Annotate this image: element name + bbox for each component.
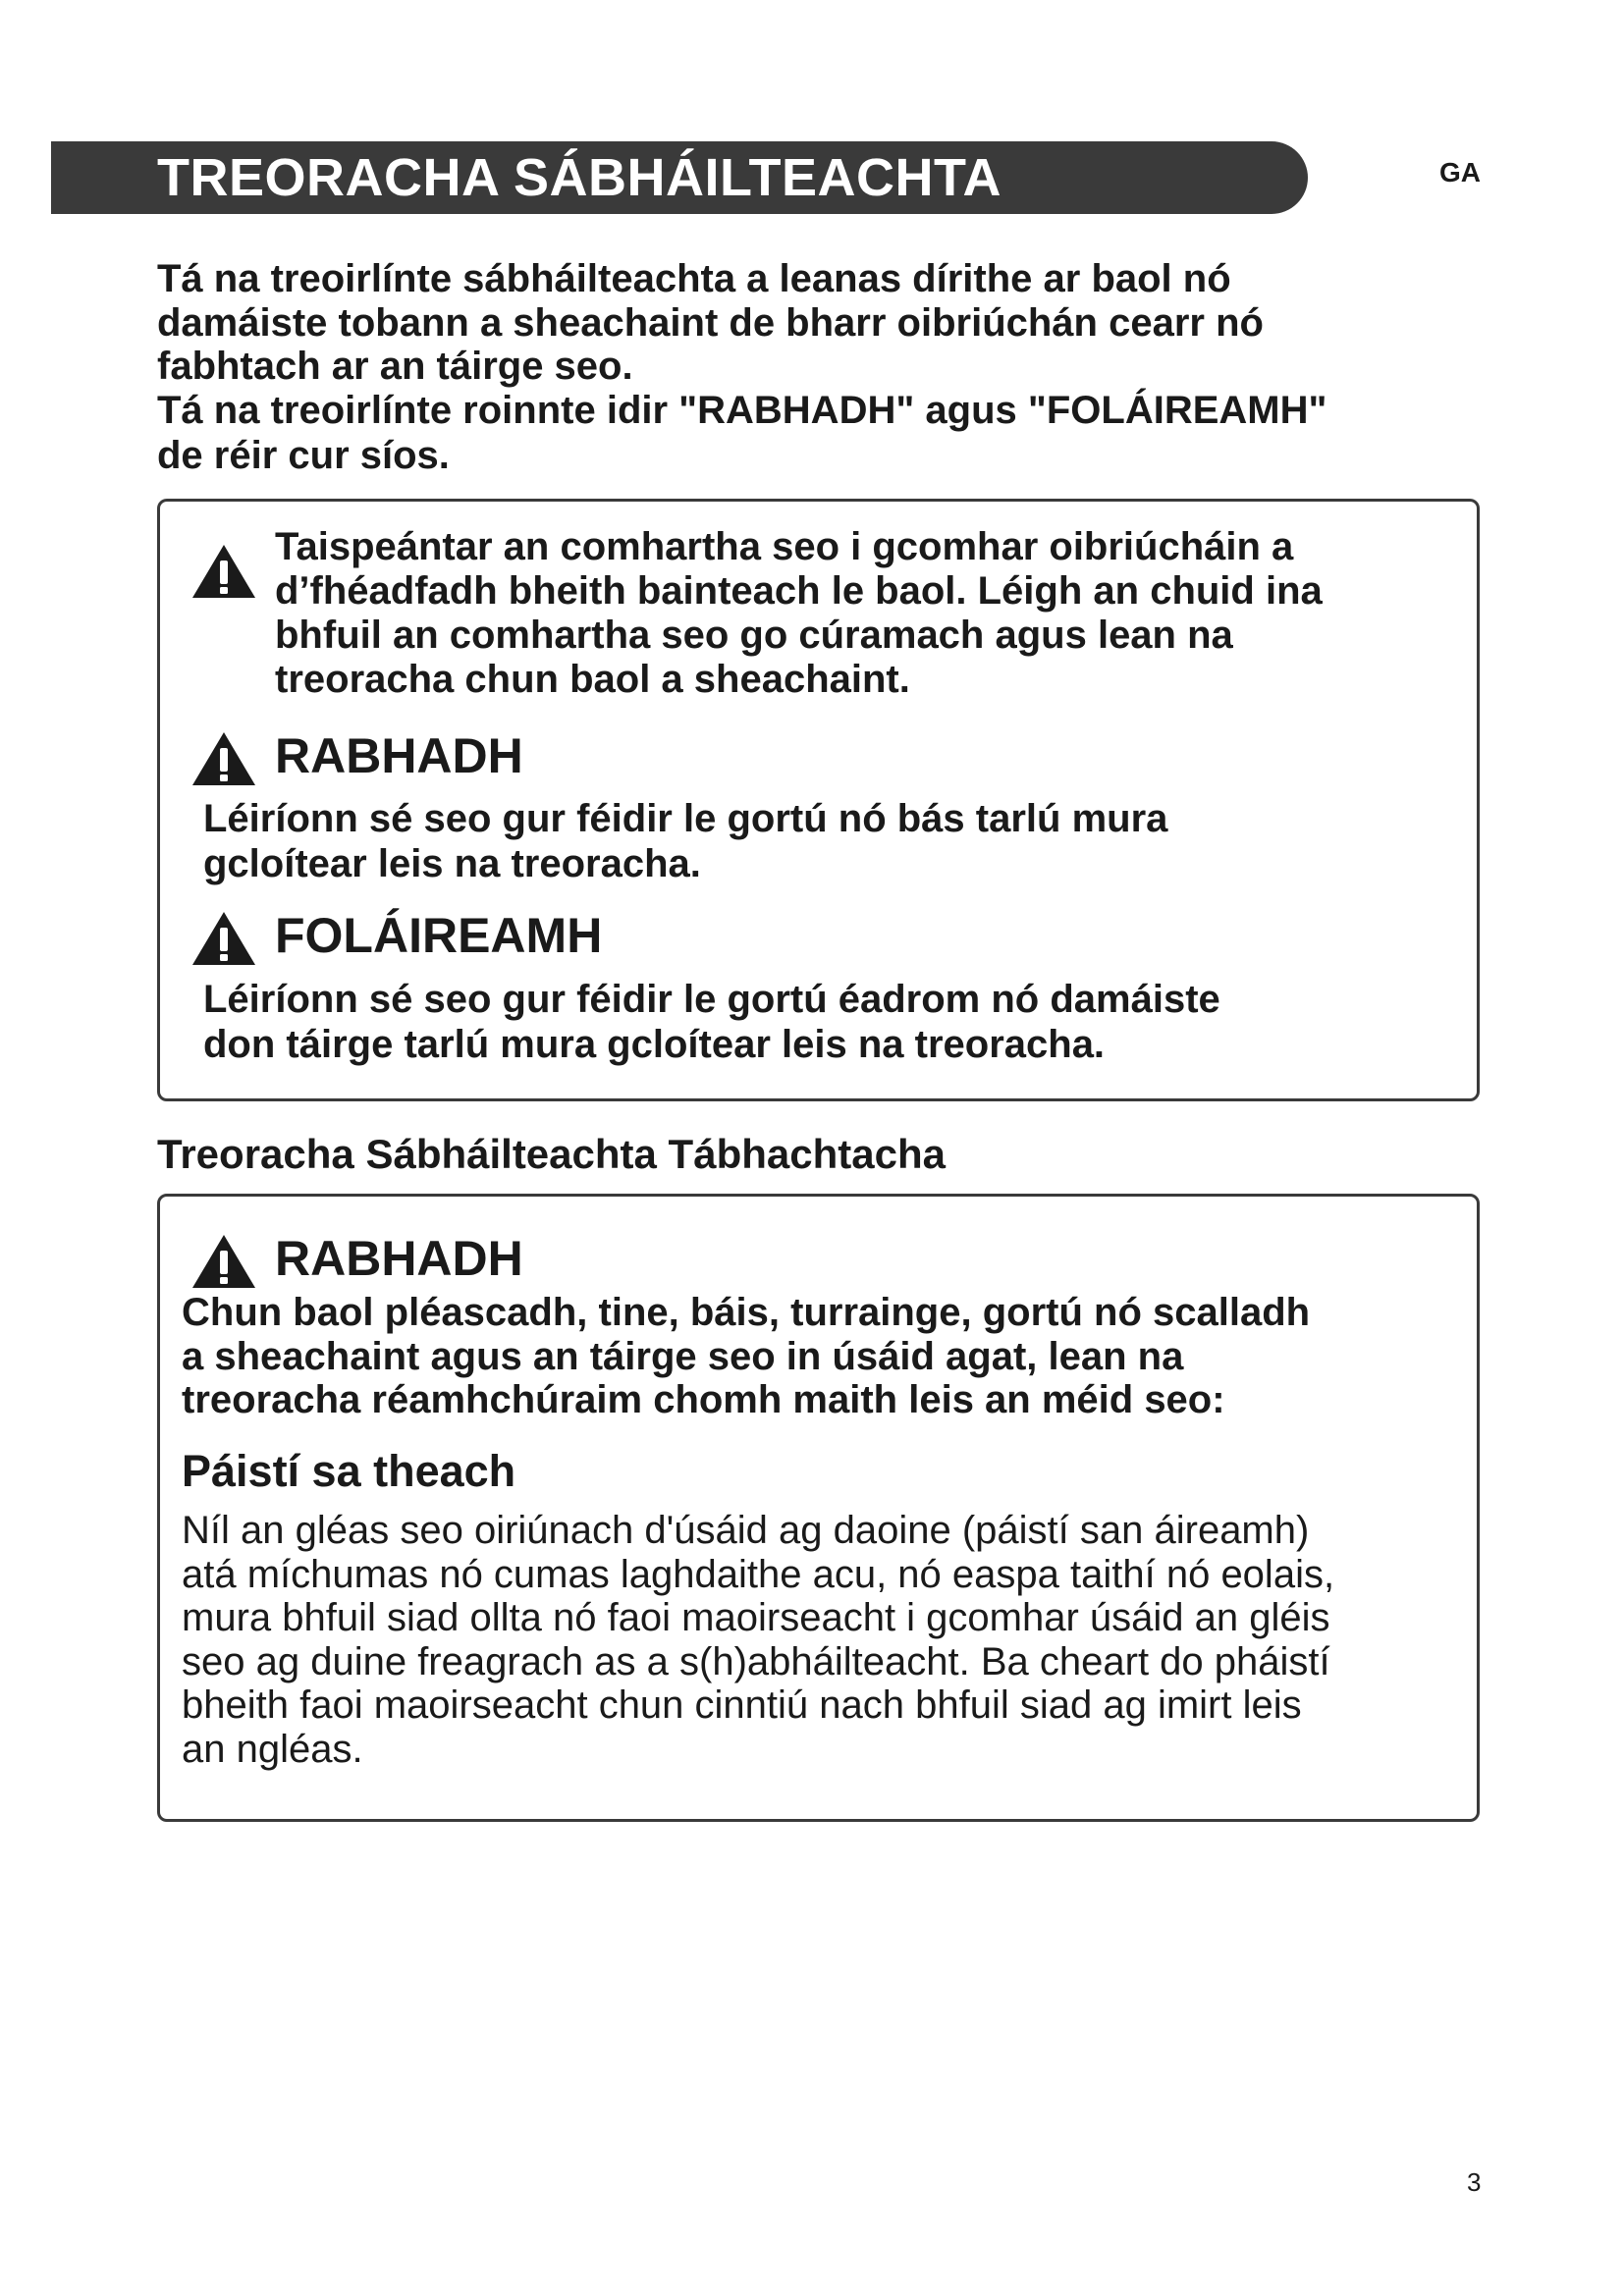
symbol-description	[275, 525, 1463, 702]
warning-description	[203, 796, 1167, 886]
children-subheading: Páistí sa theach	[182, 1446, 516, 1496]
children-body	[182, 1509, 1334, 1771]
children-body-line: bheith faoi maoirseacht chun cinntiú nach bhfuil siad ag imirt leis	[182, 1683, 1302, 1727]
warning-description-line: gcloítear leis na treoracha.	[203, 842, 701, 885]
intro-line: damáiste tobann a sheachaint de bharr oibriúchán cearr nó	[157, 300, 1264, 345]
warning-triangle-icon	[190, 730, 257, 787]
children-body-line: mura bhfuil siad ollta nó faoi maoirseacht i gcomhar úsáid an gléis	[182, 1596, 1330, 1639]
intro-text	[157, 257, 1483, 478]
caution-description-line: Léiríonn sé seo gur féidir le gortú éadrom nó damáiste	[203, 978, 1220, 1021]
warning-heading: RABHADH	[275, 1231, 523, 1286]
symbol-description-line: bhfuil an comhartha seo go cúramach agus lean na	[275, 614, 1233, 657]
children-body-line: Níl an gléas seo oiriúnach d'úsáid ag daoine (páistí san áireamh)	[182, 1509, 1310, 1552]
warning-intro-line: Chun baol pléascadh, tine, báis, turrainge, gortú nó scalladh	[182, 1291, 1311, 1334]
warning-triangle-icon	[190, 543, 257, 600]
children-body-line: seo ag duine freagrach as a s(h)abháilteacht. Ba cheart do pháistí	[182, 1639, 1330, 1683]
symbol-description-line: d’fhéadfadh bheith bainteach le baol. Léigh an chuid ina	[275, 569, 1323, 613]
page-title: TREORACHA SÁBHÁILTEACHTA	[157, 148, 1001, 207]
header-bar	[51, 141, 1308, 214]
language-code: GA	[1439, 157, 1481, 187]
symbol-description-line: treoracha chun baol a sheachaint.	[275, 658, 910, 701]
warning-heading: RABHADH	[275, 728, 523, 783]
warning-description-line: Léiríonn sé seo gur féidir le gortú nó bás tarlú mura	[203, 797, 1168, 840]
symbol-legend-box	[157, 499, 1480, 1101]
warning-intro-line: a sheachaint agus an táirge seo in úsáid agat, lean na	[182, 1334, 1184, 1378]
intro-line: Tá na treoirlínte sábháilteachta a leanas dírithe ar baol nó	[157, 257, 1231, 300]
caution-description-line: don táirge tarlú mura gcloítear leis na treoracha.	[203, 1023, 1106, 1066]
warning-box	[157, 1194, 1480, 1822]
warning-triangle-icon	[190, 1233, 257, 1290]
intro-line: de réir cur síos.	[157, 434, 450, 477]
symbol-description-line: Taispeántar an comhartha seo i gcomhar oibriúcháin a	[275, 525, 1294, 568]
intro-line: fabhtach ar an táirge seo.	[157, 345, 633, 388]
caution-heading: FOLÁIREAMH	[275, 908, 603, 963]
warning-intro-line: treoracha réamhchúraim chomh maith leis an méid seo:	[182, 1378, 1225, 1421]
page-number: 3	[1467, 2167, 1482, 2197]
warning-intro	[182, 1291, 1310, 1422]
caution-description	[203, 977, 1220, 1067]
section-title: Treoracha Sábháilteachta Tábhachtacha	[157, 1131, 946, 1177]
caution-triangle-icon	[190, 910, 257, 967]
children-body-line: an ngléas.	[182, 1727, 363, 1771]
intro-line: Tá na treoirlínte roinnte idir "RABHADH" agus "FOLÁIREAMH"	[157, 388, 1327, 432]
children-body-line: atá míchumas nó cumas laghdaithe acu, nó easpa taithí nó eolais,	[182, 1552, 1335, 1596]
